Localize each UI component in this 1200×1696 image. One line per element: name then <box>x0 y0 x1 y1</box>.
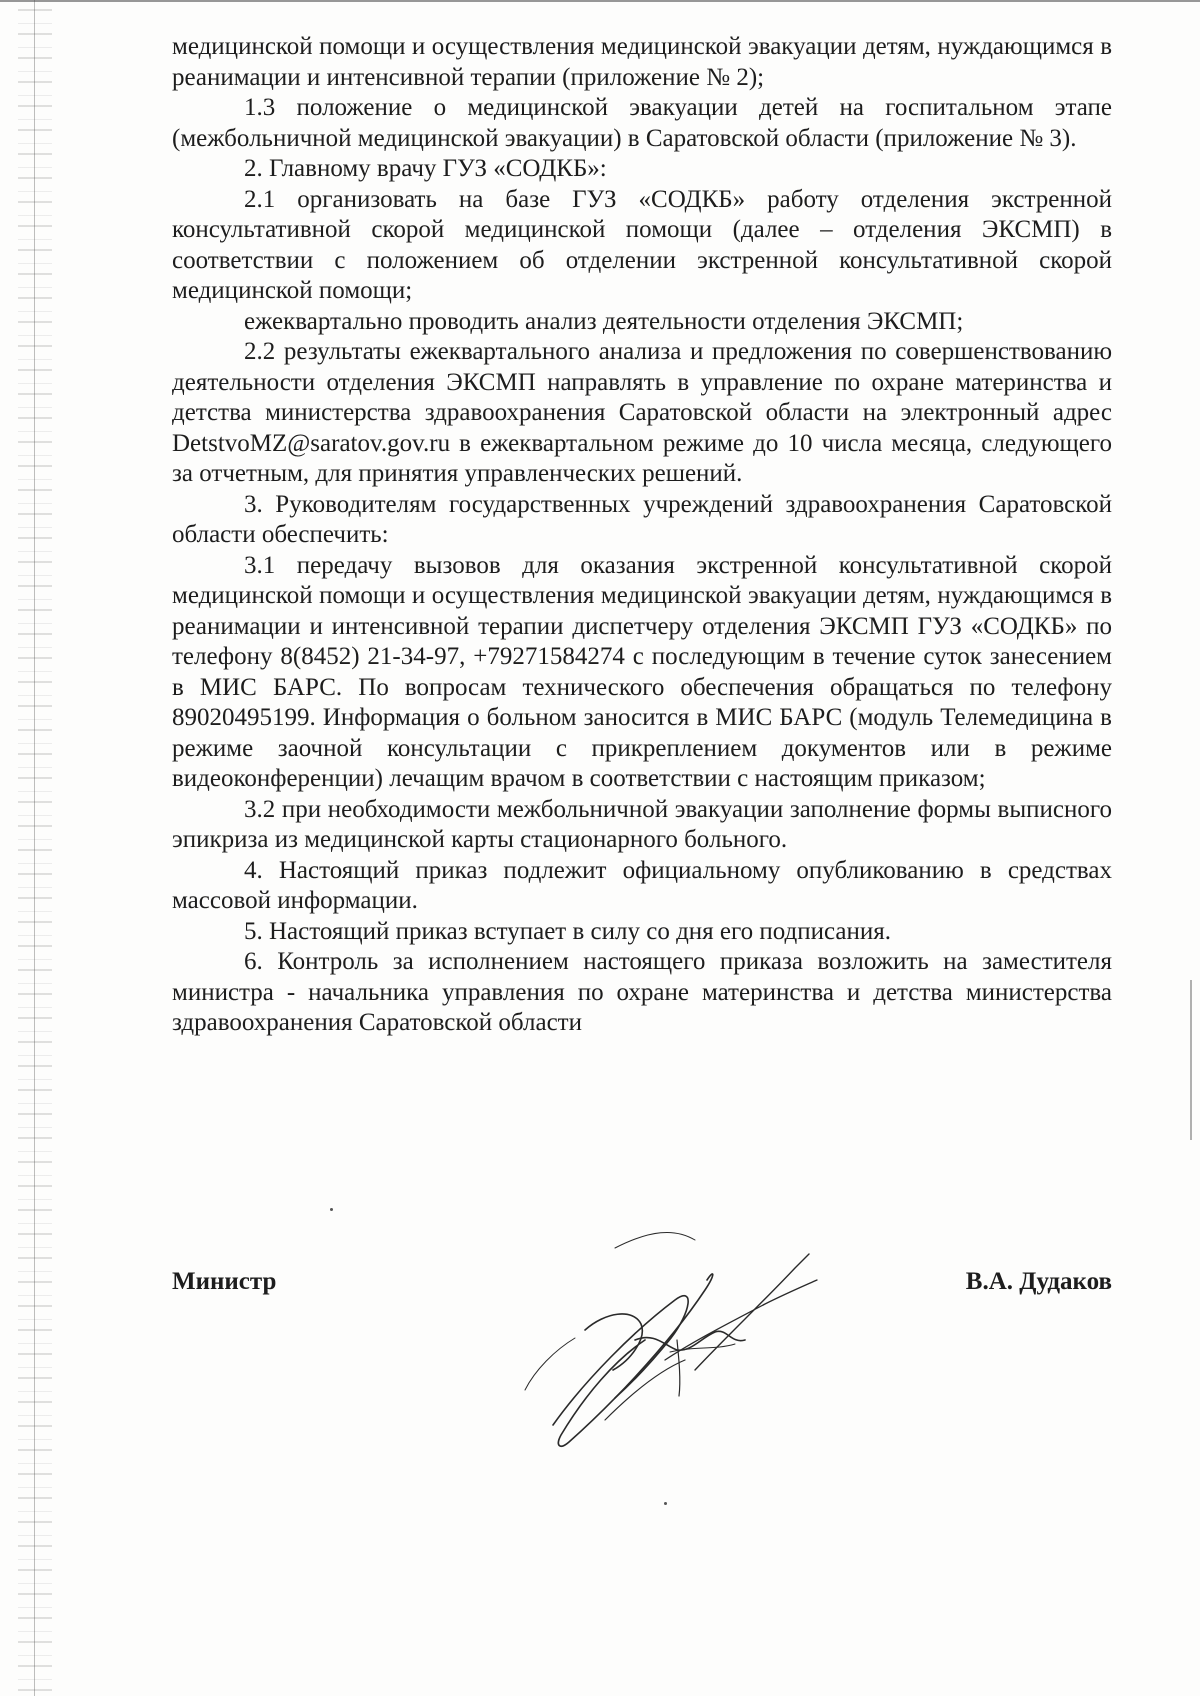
paragraph-2-1: 2.1 организовать на базе ГУЗ «СОДКБ» работу отделения экстренной консультативной скорой медицинской помощи (далее – отделения ЭКСМП) в соответствии с положением об отделении экстренной консультативной скорой медицинской помощи; <box>172 185 1112 304</box>
document-body <box>172 32 1112 1039</box>
signatory-name: В.А. Дудаков <box>965 1268 1112 1295</box>
paragraph-5: 5. Настоящий приказ вступает в силу со дня его подписания. <box>244 917 892 945</box>
paragraph-4: 4. Настоящий приказ подлежит официальному опубликованию в средствах массовой информации. <box>172 856 1112 914</box>
handwritten-signature <box>465 1220 845 1460</box>
scan-speck <box>664 1502 667 1505</box>
paragraph-3: 3. Руководителям государственных учреждений здравоохранения Саратовской области обеспечить: <box>172 490 1112 548</box>
scan-top-border <box>0 0 1200 2</box>
paragraph-2-2: 2.2 результаты ежеквартального анализа и предложения по совершенствованию деятельности отделения ЭКСМП направлять в управление по охране материнства и детства министерства здравоохранения Саратовской области на электронный адрес DetstvoMZ@saratov.gov.ru в ежеквартальном режиме до 10 числа месяца, следующего за отчетным, для принятия управленческих решений. <box>172 338 1112 487</box>
paragraph-3-2: 3.2 при необходимости межбольничной эвакуации заполнение формы выписного эпикриза из медицинской карты стационарного больного. <box>172 795 1112 853</box>
paragraph-6: 6. Контроль за исполнением настоящего приказа возложить на заместителя министра - начальника управления по охране материнства и детства министерства здравоохранения Саратовской области <box>172 948 1112 1036</box>
scan-left-edge-line <box>34 0 35 1696</box>
paragraph-2: 2. Главному врачу ГУЗ «СОДКБ»: <box>244 155 607 182</box>
paragraph-2-1-quarterly: ежеквартально проводить анализ деятельности отделения ЭКСМП; <box>244 307 964 335</box>
scan-left-edge-noise <box>18 0 52 1696</box>
scan-right-edge-mark <box>1190 980 1192 1140</box>
paragraph-1-3: 1.3 положение о медицинской эвакуации детей на госпитальном этапе (межбольничной медицинской эвакуации) в Саратовской области (приложение № 3). <box>172 94 1112 152</box>
position-title: Министр <box>172 1268 277 1295</box>
paragraph-3-1: 3.1 передачу вызовов для оказания экстренной консультативной скорой медицинской помощи и осуществления медицинской эвакуации детям, нуждающимся в реанимации и интенсивной терапии диспетчеру отделения ЭКСМП ГУЗ «СОДКБ» по телефону 8(8452) 21-34-97, +79271584274 с последующим в течение суток занесением в МИС БАРС. По вопросам технического обеспечения обращаться по телефону 89020495199. Информация о больном заносится в МИС БАРС (модуль Телемедицина в режиме заочной консультации с прикреплением документов или в режиме видеоконференции) лечащим врачом в соответствии с настоящим приказом; <box>172 551 1112 792</box>
paragraph-continuation: медицинской помощи и осуществления медицинской эвакуации детям, нуждающимся в реанимации и интенсивной терапии (приложение № 2); <box>172 33 1112 91</box>
scan-speck <box>330 1208 333 1211</box>
